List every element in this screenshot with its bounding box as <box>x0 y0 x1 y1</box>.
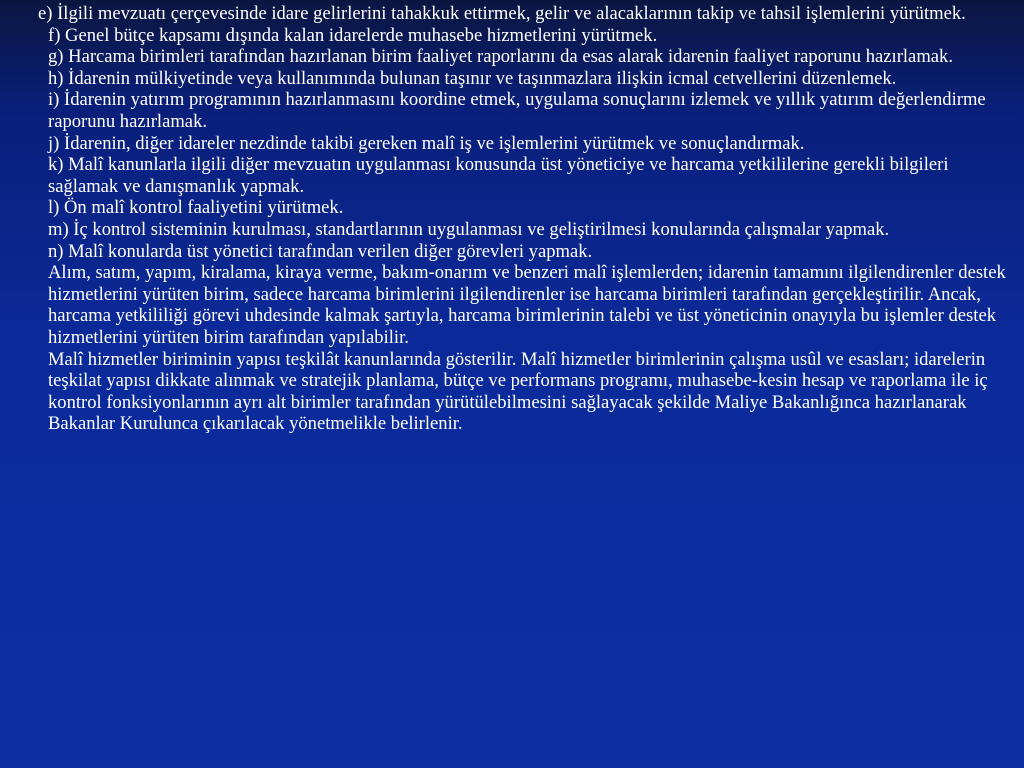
paragraph-f: f) Genel bütçe kapsamı dışında kalan idarelerde muhasebe hizmetlerini yürütmek. <box>48 24 658 46</box>
paragraph-g: g) Harcama birimleri tarafından hazırlanan birim faaliyet raporlarını da esas alarak idarenin faaliyet raporunu hazırlamak. <box>48 46 953 68</box>
paragraph-j: j) İdarenin, diğer idareler nezdinde takibi gereken malî iş ve işlemlerini yürütmek ve sonuçlandırmak. <box>48 132 805 154</box>
paragraph-l: l) Ön malî kontrol faaliyetini yürütmek. <box>48 197 344 219</box>
paragraph-m: m) İç kontrol sisteminin kurulması, standartlarının uygulanması ve geliştirilmesi konularında çalışmalar yapmak. <box>48 218 890 240</box>
paragraph-k: k) Malî kanunlarla ilgili diğer mevzuatın uygulanması konusunda üst yöneticiye ve harcama yetkililerine gerekli bilgileri sağlamak ve danışmanlık yapmak. <box>48 154 949 197</box>
paragraph-e: e) İlgili mevzuatı çerçevesinde idare gelirlerini tahakkuk ettirmek, gelir ve alacaklarının takip ve tahsil işlemlerini yürütmek. <box>38 3 966 24</box>
slide-body-text <box>30 3 1012 435</box>
paragraph-i: i) İdarenin yatırım programının hazırlanmasını koordine etmek, uygulama sonuçlarını izlemek ve yıllık yatırım değerlendirme raporunu hazırlamak. <box>48 89 986 132</box>
paragraph-n: n) Malî konularda üst yönetici tarafından verilen diğer görevleri yapmak. <box>48 240 593 262</box>
paragraph-procurement: Alım, satım, yapım, kiralama, kiraya verme, bakım-onarım ve benzeri malî işlemlerden; idarenin tamamını ilgilendirenler destek hizmetlerini yürüten birim, sadece harcama birimlerini ilgilendirenler ise harcama birimleri tarafından gerçekleştirilir. Ancak, harcama yetkililiği görevi uhdesinde kalmak şartıyla, harcama birimlerinin talebi ve üst yöneticinin onayıyla bu işlemler destek hizmetlerini yürüten birim tarafından yapılabilir. <box>48 262 1006 348</box>
paragraph-h: h) İdarenin mülkiyetinde veya kullanımında bulunan taşınır ve taşınmazlara ilişkin icmal cetvellerini düzenlemek. <box>48 67 897 89</box>
paragraph-financial-services-unit: Malî hizmetler biriminin yapısı teşkilât kanunlarında gösterilir. Malî hizmetler birimlerinin çalışma usûl ve esasları; idarelerin teşkilat yapısı dikkate alınmak ve stratejik planlama, bütçe ve performans programı, muhasebe-kesin hesap ve raporlama ile iç kontrol fonksiyonlarının ayrı alt birimler tarafından yürütülebilmesini sağlayacak şekilde Maliye Bakanlığınca hazırlanarak Bakanlar Kurulunca çıkarılacak yönetmelikle belirlenir. <box>48 348 988 435</box>
